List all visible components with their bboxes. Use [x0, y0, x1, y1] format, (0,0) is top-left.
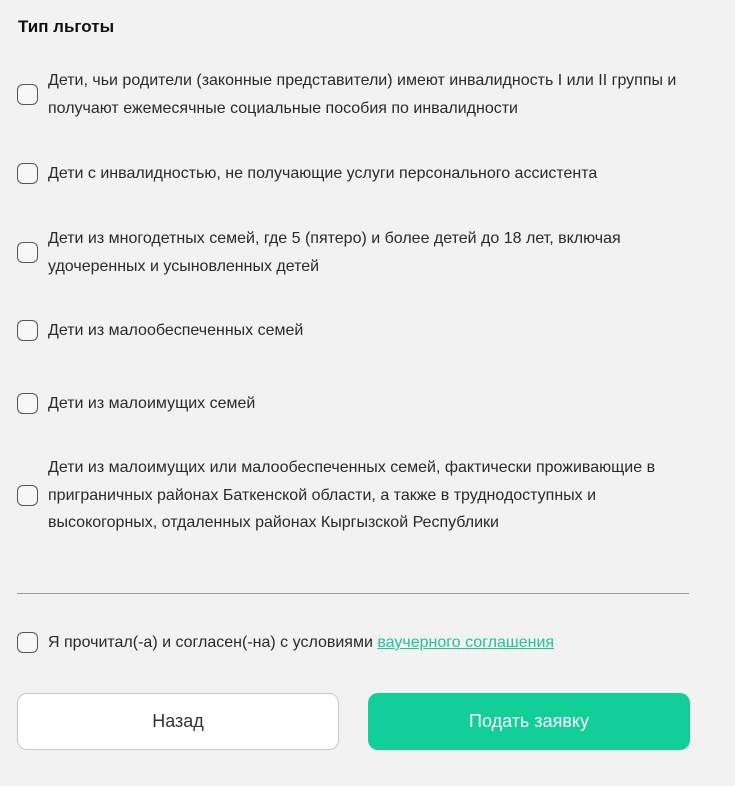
option-disabled-children[interactable] [17, 160, 697, 188]
checkbox[interactable] [17, 485, 38, 506]
back-button[interactable]: Назад [17, 693, 339, 750]
option-border-regions[interactable] [17, 454, 697, 537]
checkbox[interactable] [17, 320, 38, 341]
option-label: Дети из многодетных семей, где 5 (пятеро) и более детей до 18 лет, включая удочеренных и усыновленных детей [48, 230, 621, 275]
option-low-income[interactable] [17, 317, 697, 345]
agreement-text [48, 629, 554, 657]
checkbox[interactable] [17, 242, 38, 263]
submit-application-button[interactable]: Подать заявку [368, 693, 690, 750]
option-large-families[interactable] [17, 225, 697, 280]
checkbox[interactable] [17, 163, 38, 184]
option-label: Дети из малообеспеченных семей [48, 322, 304, 339]
agreement-checkbox[interactable] [17, 632, 38, 653]
option-label: Дети с инвалидностью, не получающие услуги персонального ассистента [48, 165, 598, 182]
checkbox[interactable] [17, 393, 38, 414]
agreement-row[interactable] [17, 629, 697, 657]
agreement-label: Я прочитал(-а) и согласен(-на) с условиями [48, 634, 378, 651]
voucher-agreement-link[interactable]: ваучерного соглашения [377, 634, 555, 651]
option-label: Дети из малоимущих или малообеспеченных семей, фактически проживающие в приграничных районах Баткенской области, а также в труднодоступных и высокогорных, отдаленных районах Кыргызской Республики [48, 459, 656, 531]
checkbox[interactable] [17, 84, 38, 105]
option-disabled-parents[interactable] [17, 67, 697, 122]
section-title: Тип льготы [18, 17, 115, 36]
option-label: Дети, чьи родители (законные представители) имеют инвалидность I или II группы и получают ежемесячные социальные пособия по инвалидности [48, 72, 677, 117]
option-poor-families[interactable] [17, 390, 697, 418]
divider [17, 593, 689, 594]
option-label: Дети из малоимущих семей [48, 395, 256, 412]
